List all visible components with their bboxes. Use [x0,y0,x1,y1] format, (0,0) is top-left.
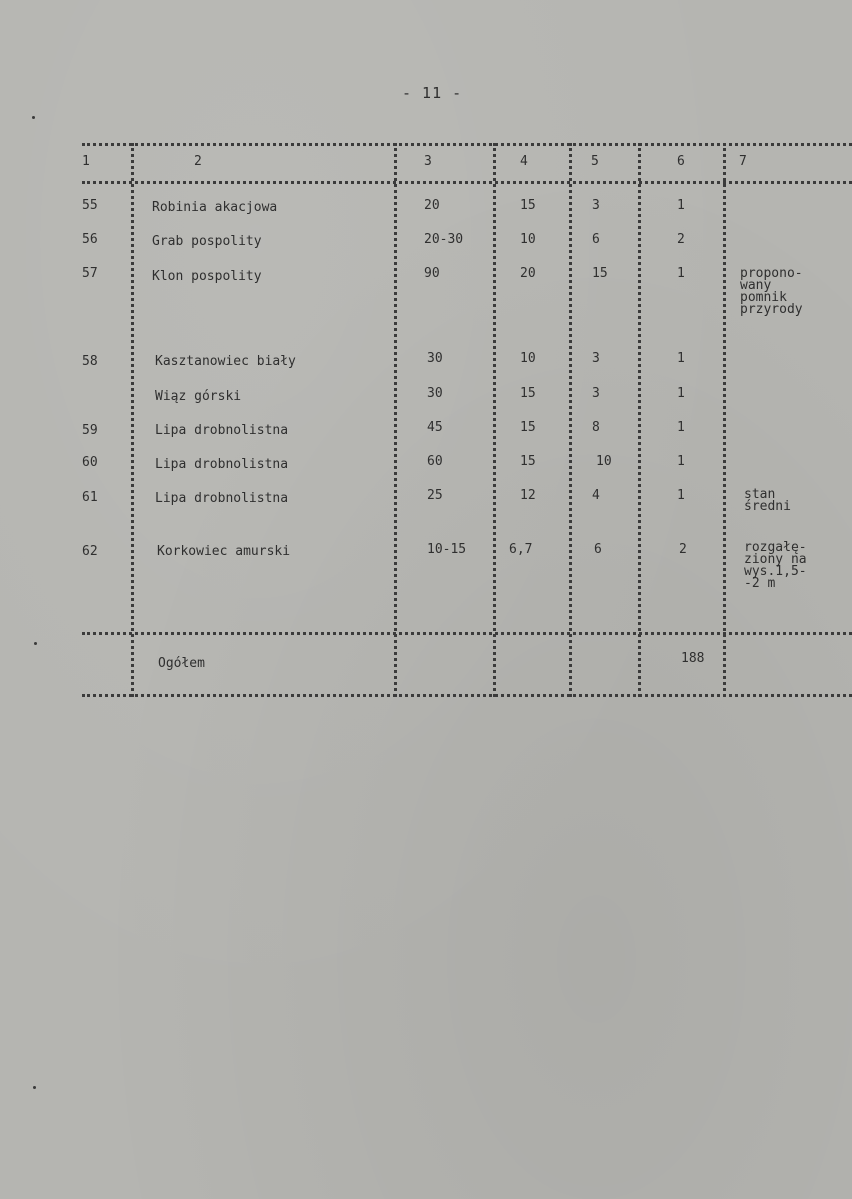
value-col6: 1 [677,454,685,469]
column-rule [131,143,134,697]
species-name: Grab pospolity [152,234,262,249]
species-name: Lipa drobnolistna [155,457,289,472]
speck-mark [33,1086,36,1089]
species-name: Lipa drobnolistna [155,491,289,506]
species-name: Klon pospolity [152,269,262,284]
row-number: 55 [82,198,98,213]
speck-mark [34,642,37,645]
value-col4: 20 [520,266,536,281]
species-name: Korkowiec amurski [157,544,291,559]
value-col3: 90 [424,266,440,281]
value-col5: 3 [592,351,600,366]
species-name: Kasztanowiec biały [155,354,296,369]
column-header: 3 [424,154,432,169]
column-header: 2 [194,154,202,169]
value-col6: 1 [677,351,685,366]
value-col4: 15 [520,386,536,401]
value-col5: 3 [592,386,600,401]
column-rule [723,143,726,697]
value-col3: 20 [424,198,440,213]
remark-note: stan średni [744,487,791,514]
value-col3: 10-15 [427,542,467,557]
total-value: 188 [681,651,705,666]
value-col3: 20-30 [424,232,464,247]
value-col4: 10 [520,351,536,366]
column-rule [638,143,641,697]
value-col6: 2 [677,232,685,247]
value-col5: 10 [596,454,612,469]
value-col3: 30 [427,351,443,366]
column-rule [394,143,397,697]
header-bottom-rule [82,181,852,184]
value-col4: 15 [520,198,536,213]
value-col3: 45 [427,420,443,435]
column-header: 7 [739,154,747,169]
value-col6: 2 [679,542,687,557]
row-number: 57 [82,266,98,281]
column-header: 1 [82,154,90,169]
value-col4: 15 [520,420,536,435]
value-col5: 15 [592,266,608,281]
value-col6: 1 [677,420,685,435]
column-rule [493,143,496,697]
row-number: 56 [82,232,98,247]
row-number: 62 [82,544,98,559]
value-col5: 4 [592,488,600,503]
total-top-rule [82,632,852,635]
remark-note: rozgałę- ziony na wys.1,5- -2 m [744,540,807,591]
species-name: Lipa drobnolistna [155,423,289,438]
value-col3: 25 [427,488,443,503]
column-rule [569,143,572,697]
value-col6: 1 [677,386,685,401]
column-header: 5 [591,154,599,169]
row-number: 59 [82,423,98,438]
value-col5: 8 [592,420,600,435]
table-bottom-rule [82,694,852,697]
column-header: 6 [677,154,685,169]
remark-note: propono- wany pomnik przyrody [740,266,803,317]
row-number: 61 [82,490,98,505]
value-col6: 1 [677,488,685,503]
value-col3: 60 [427,454,443,469]
total-label: Ogółem [158,656,205,671]
row-number: 58 [82,354,98,369]
value-col6: 1 [677,266,685,281]
value-col6: 1 [677,198,685,213]
value-col4: 15 [520,454,536,469]
table-top-rule [82,143,852,146]
column-header: 4 [520,154,528,169]
value-col4: 12 [520,488,536,503]
value-col4: 6,7 [509,542,533,557]
value-col3: 30 [427,386,443,401]
value-col5: 3 [592,198,600,213]
row-number: 60 [82,455,98,470]
species-name: Wiąz górski [155,389,242,404]
page-number: - 11 - [402,84,463,102]
value-col5: 6 [594,542,602,557]
value-col5: 6 [592,232,600,247]
value-col4: 10 [520,232,536,247]
speck-mark [32,116,35,119]
species-name: Robinia akacjowa [152,200,278,215]
